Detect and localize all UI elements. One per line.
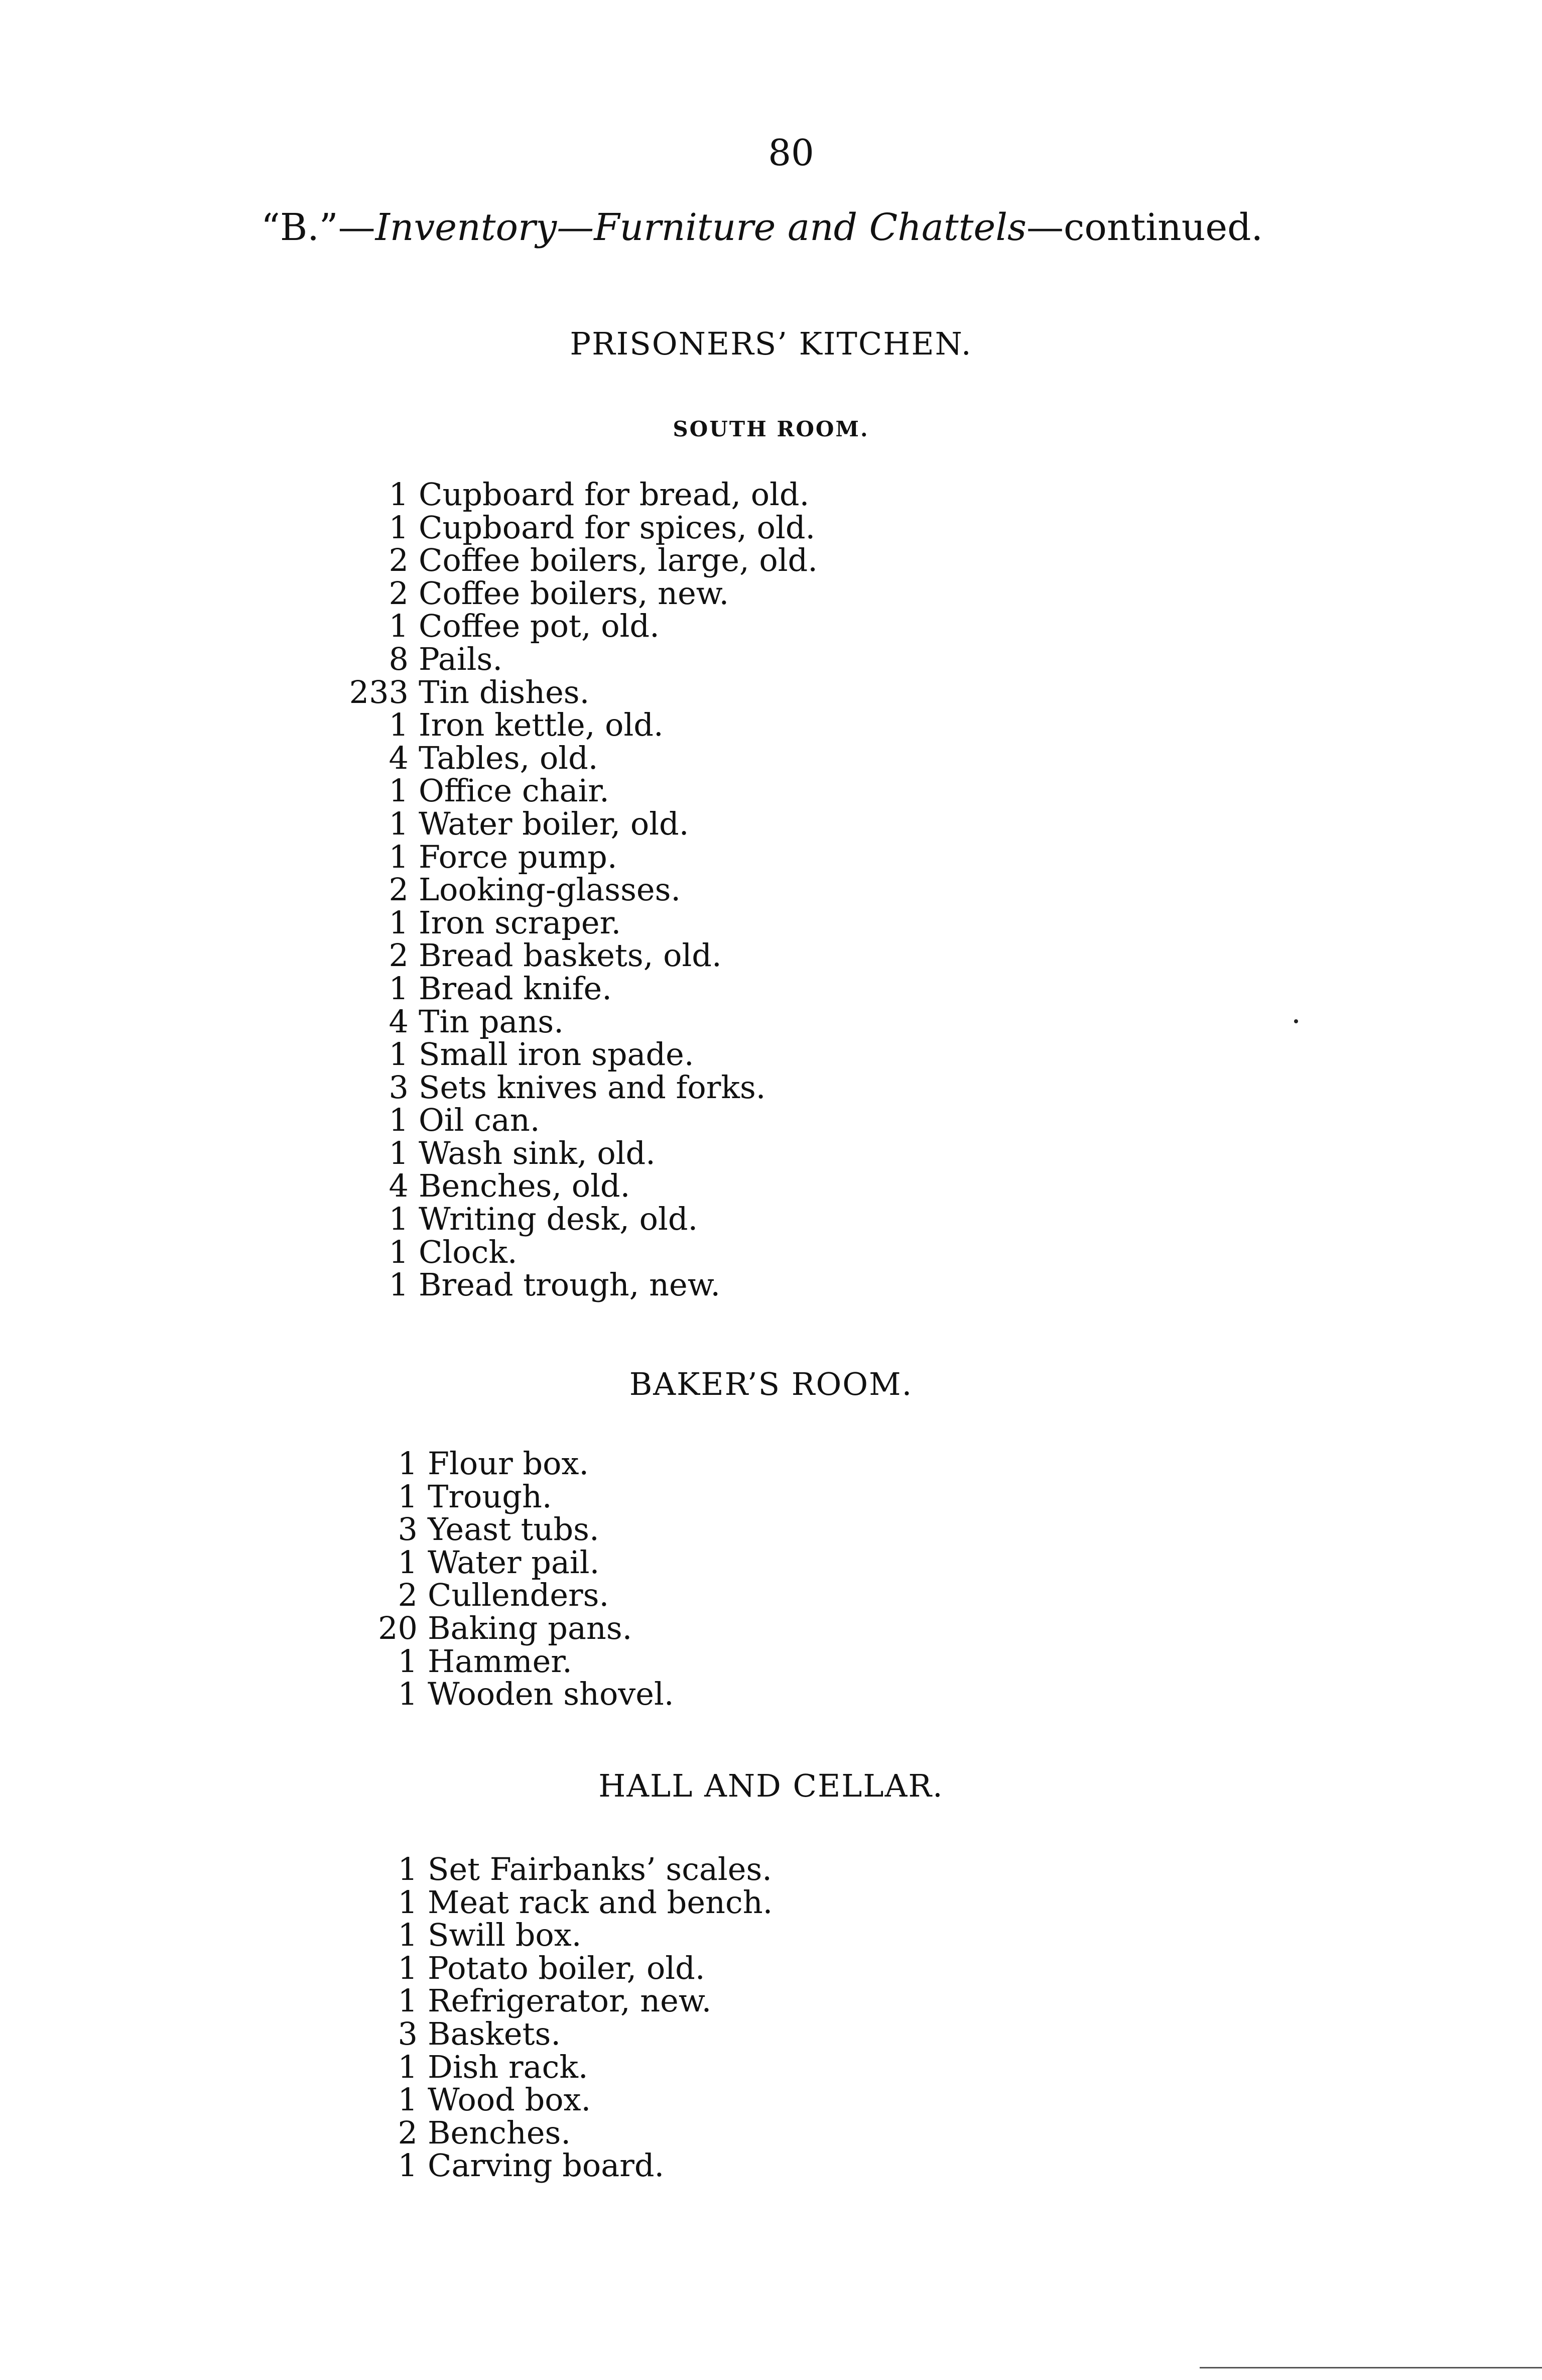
item-name: Bread trough, new. — [419, 1266, 721, 1303]
item-quantity: 2 — [389, 871, 409, 908]
item-quantity: 1 — [389, 1102, 409, 1139]
item-quantity: 1 — [389, 476, 409, 513]
item-name: Cupboard for spices, old. — [419, 509, 816, 546]
item-name: Water boiler, old. — [419, 805, 689, 842]
item-name: Bread knife. — [419, 970, 612, 1007]
list-item — [0, 1642, 1542, 1680]
list-item — [0, 1949, 1542, 1986]
item-name: Cullenders. — [428, 1577, 609, 1614]
list-item — [0, 2083, 1542, 2116]
page-heading — [261, 206, 1365, 249]
item-name: Writing desk, old. — [419, 1201, 698, 1238]
list-item — [0, 1038, 1542, 1071]
item-name: Force pump. — [419, 838, 617, 875]
heading-suffix: —continued. — [1026, 206, 1263, 249]
item-quantity: 1 — [389, 509, 409, 546]
item-name: Office chair. — [419, 772, 609, 809]
item-quantity: 1 — [398, 1883, 418, 1921]
section-title-kitchen: PRISONERS’ KITCHEN. — [570, 325, 972, 362]
item-name: Refrigerator, new. — [428, 1982, 712, 2019]
item-name: Iron kettle, old. — [419, 706, 664, 744]
list-item — [0, 1005, 1542, 1038]
item-name: Flour box. — [428, 1445, 589, 1482]
list-item — [0, 906, 1542, 939]
item-name: Bread baskets, old. — [419, 937, 722, 974]
list-item — [0, 2017, 1542, 2051]
item-name: Cupboard for bread, old. — [419, 476, 810, 513]
item-name: Benches, old. — [419, 1167, 630, 1205]
item-quantity: 1 — [389, 1266, 409, 1303]
list-item — [0, 673, 1542, 710]
page-number: 80 — [768, 132, 814, 174]
item-quantity: 4 — [389, 739, 409, 776]
item-quantity: 1 — [398, 1445, 418, 1482]
list-item — [0, 807, 1542, 841]
item-name: Set Fairbanks’ scales. — [428, 1851, 772, 1887]
subsection-title-south-room: SOUTH ROOM. — [673, 417, 869, 441]
item-quantity: 1 — [389, 970, 409, 1007]
item-name: Carving board. — [428, 2147, 665, 2184]
list-item — [0, 972, 1542, 1005]
item-name: Hammer. — [428, 1642, 572, 1680]
list-item — [0, 1678, 1542, 1711]
item-list-kitchen — [0, 478, 1542, 1301]
list-item — [0, 1883, 1542, 1921]
list-item — [0, 1268, 1542, 1301]
item-quantity: 1 — [398, 1982, 418, 2019]
list-item — [0, 1203, 1542, 1236]
item-quantity: 1 — [398, 1917, 418, 1954]
item-name: Tin dishes. — [419, 673, 590, 710]
item-name: Yeast tubs. — [428, 1511, 599, 1548]
item-name: Coffee boilers, large, old. — [419, 542, 818, 579]
item-quantity: 3 — [389, 1068, 409, 1106]
list-item — [0, 511, 1542, 544]
list-item — [0, 544, 1542, 577]
item-name: Wash sink, old. — [419, 1134, 656, 1171]
item-quantity: 1 — [398, 2147, 418, 2184]
item-quantity: 2 — [389, 937, 409, 974]
list-item — [0, 1853, 1542, 1886]
item-name: Tin pans. — [419, 1003, 564, 1040]
list-item — [0, 838, 1542, 875]
list-item — [0, 2149, 1542, 2182]
item-list-hall — [0, 1853, 1542, 2182]
item-quantity: 1 — [398, 2048, 418, 2085]
item-name: Small iron spade. — [419, 1036, 694, 1073]
list-item — [0, 939, 1542, 972]
item-quantity: 1 — [389, 1201, 409, 1238]
list-item — [0, 1984, 1542, 2017]
item-name: Coffee pot, old. — [419, 608, 660, 645]
list-item — [0, 1609, 1542, 1646]
item-quantity: 1 — [398, 1478, 418, 1515]
item-quantity: 1 — [389, 1036, 409, 1073]
item-quantity: 2 — [389, 542, 409, 579]
item-name: Iron scraper. — [419, 904, 621, 941]
list-item — [0, 1233, 1542, 1270]
item-list-baker — [0, 1447, 1542, 1711]
item-quantity: 233 — [349, 673, 409, 710]
list-item — [0, 2048, 1542, 2085]
item-name: Baskets. — [428, 2015, 561, 2052]
item-quantity: 1 — [389, 772, 409, 809]
item-quantity: 1 — [389, 1134, 409, 1171]
section-title-baker: BAKER’S ROOM. — [629, 1366, 913, 1402]
item-name: Dish rack. — [428, 2048, 588, 2085]
item-name: Benches. — [428, 2114, 571, 2151]
list-item — [0, 739, 1542, 776]
item-quantity: 1 — [398, 1851, 418, 1887]
item-quantity: 2 — [398, 1577, 418, 1614]
list-item — [0, 1919, 1542, 1952]
list-item — [0, 1134, 1542, 1171]
item-name: Wooden shovel. — [428, 1676, 674, 1713]
item-name: Potato boiler, old. — [428, 1949, 705, 1986]
item-quantity: 8 — [389, 640, 409, 677]
heading-prefix: “B.”— — [261, 206, 375, 249]
item-quantity: 4 — [389, 1167, 409, 1205]
section-title-hall: HALL AND CELLAR. — [598, 1767, 944, 1804]
item-name: Water pail. — [428, 1543, 600, 1581]
item-name: Meat rack and bench. — [428, 1883, 773, 1921]
list-item — [0, 708, 1542, 742]
item-quantity: 1 — [398, 1949, 418, 1986]
bottom-rule — [1200, 2367, 1542, 2368]
list-item — [0, 1543, 1542, 1581]
item-name: Coffee boilers, new. — [419, 574, 729, 612]
list-item — [0, 2116, 1542, 2150]
list-item — [0, 1513, 1542, 1546]
list-item — [0, 478, 1542, 511]
item-name: Clock. — [419, 1233, 518, 1270]
list-item — [0, 574, 1542, 612]
list-item — [0, 1104, 1542, 1137]
item-quantity: 3 — [398, 1511, 418, 1548]
list-item — [0, 1447, 1542, 1480]
list-item — [0, 1068, 1542, 1106]
list-item — [0, 1169, 1542, 1203]
item-name: Pails. — [419, 640, 503, 677]
item-name: Wood box. — [428, 2081, 591, 2118]
item-name: Baking pans. — [428, 1609, 632, 1646]
item-quantity: 1 — [389, 706, 409, 744]
item-quantity: 1 — [389, 838, 409, 875]
item-quantity: 3 — [398, 2015, 418, 2052]
list-item — [0, 1480, 1542, 1513]
item-quantity: 4 — [389, 1003, 409, 1040]
list-item — [0, 610, 1542, 643]
item-name: Trough. — [428, 1478, 552, 1515]
item-quantity: 2 — [389, 574, 409, 612]
item-name: Tables, old. — [419, 739, 598, 776]
item-quantity: 20 — [378, 1609, 418, 1646]
item-quantity: 1 — [389, 805, 409, 842]
item-quantity: 1 — [398, 1676, 418, 1713]
list-item — [0, 640, 1542, 677]
item-name: Swill box. — [428, 1917, 582, 1954]
item-quantity: 2 — [398, 2114, 418, 2151]
list-item — [0, 873, 1542, 906]
item-quantity: 1 — [398, 1642, 418, 1680]
list-item — [0, 1579, 1542, 1612]
item-quantity: 1 — [389, 608, 409, 645]
item-quantity: 1 — [398, 1543, 418, 1581]
item-name: Oil can. — [419, 1102, 540, 1139]
item-quantity: 1 — [398, 2081, 418, 2118]
list-item — [0, 774, 1542, 807]
item-quantity: 1 — [389, 1233, 409, 1270]
print-speck — [1294, 1019, 1298, 1023]
item-quantity: 1 — [389, 904, 409, 941]
item-name: Sets knives and forks. — [419, 1068, 766, 1106]
item-name: Looking-glasses. — [419, 871, 681, 908]
heading-italic-title: Inventory—Furniture and Chattels — [375, 206, 1026, 249]
